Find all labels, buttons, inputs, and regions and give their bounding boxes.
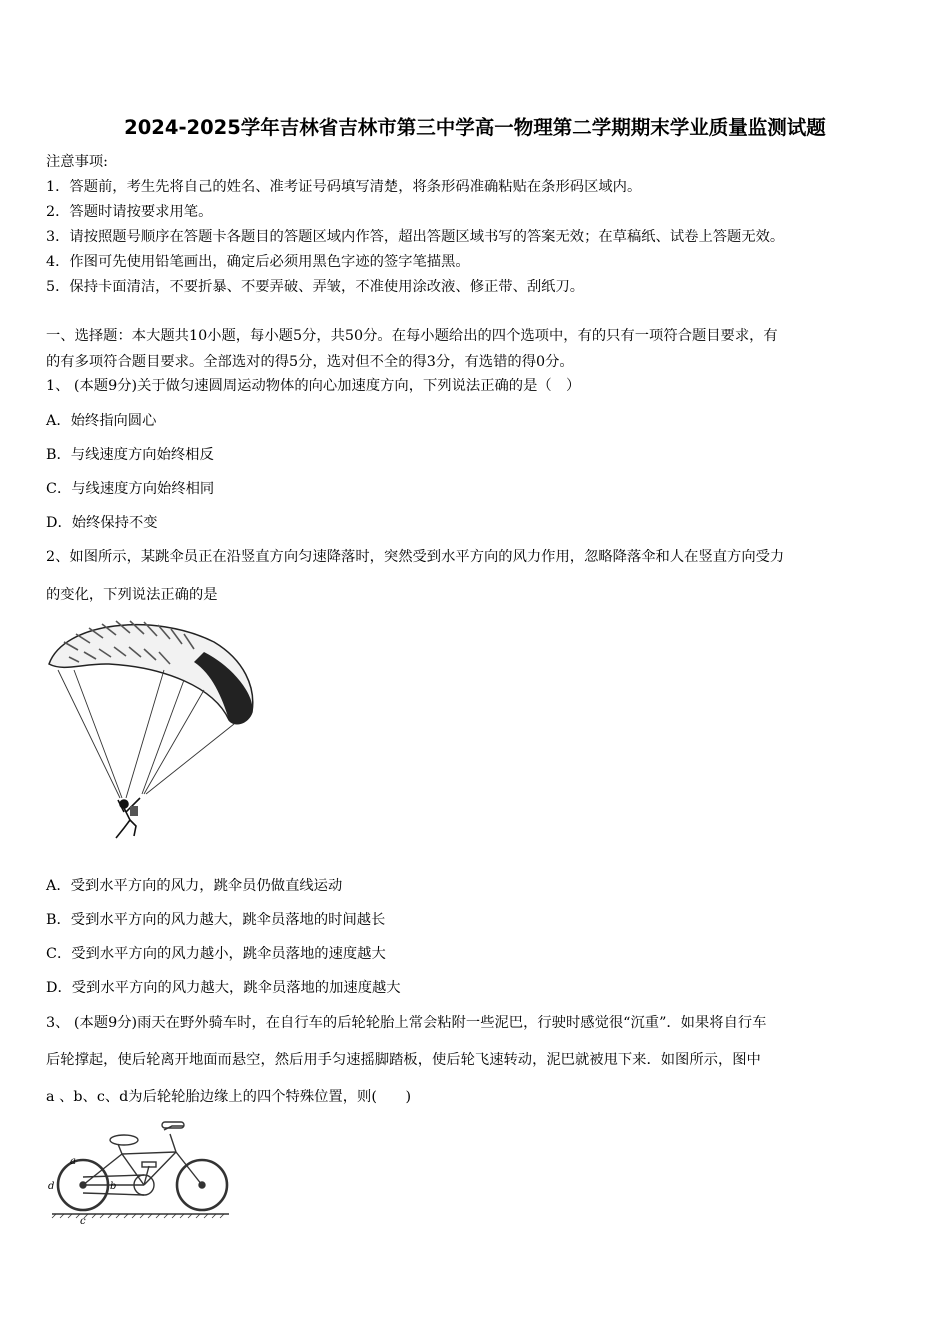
question-2-option-b: B．受到水平方向的风力越大，跳伞员落地的时间越长 (46, 912, 386, 928)
notice-item: 1．答题前，考生先将自己的姓名、准考证号码填写清楚，将条形码准确粘贴在条形码区域内。 (46, 179, 642, 195)
parachute-icon (44, 612, 259, 844)
section-intro: 的有多项符合题目要求。全部选对的得5分，选对但不全的得3分，有选错的得0分。 (46, 354, 574, 370)
question-1-option-a: A．始终指向圆心 (46, 413, 157, 429)
notice-heading: 注意事项: (46, 154, 109, 170)
label-a: a (70, 1156, 76, 1167)
notice-item: 3．请按照题号顺序在答题卡各题目的答题区域内作答，超出答题区域书写的答案无效；在草稿纸、试卷上答题无效。 (46, 229, 785, 245)
label-c: c (80, 1216, 86, 1227)
section-intro: 一、选择题：本大题共10小题，每小题5分，共50分。在每小题给出的四个选项中，有的只有一项符合题目要求，有 (46, 328, 778, 344)
notice-item: 5．保持卡面清洁，不要折暴、不要弄破、弄皱，不准使用涂改液、修正带、刮纸刀。 (46, 279, 585, 295)
notice-item: 4．作图可先使用铅笔画出，确定后必须用黑色字迹的签字笔描黑。 (46, 254, 470, 270)
question-3-stem: a 、b、c、d为后轮轮胎边缘上的四个特殊位置，则( ) (46, 1089, 412, 1105)
question-1-option-b: B．与线速度方向始终相反 (46, 447, 214, 463)
question-3-stem: 3、 (本题9分)雨天在野外骑车时，在自行车的后轮轮胎上常会粘附一些泥巴，行驶时感觉很“沉重”．如果将自行车 (46, 1015, 767, 1031)
question-3-stem: 后轮撑起，使后轮离开地面而悬空，然后用手匀速摇脚踏板，使后轮飞速转动，泥巴就被甩下来．如图所示，图中 (46, 1052, 761, 1068)
bicycle-icon (44, 1118, 234, 1228)
question-2-option-d: D．受到水平方向的风力越大，跳伞员落地的加速度越大 (46, 980, 401, 996)
question-2-option-a: A．受到水平方向的风力，跳伞员仍做直线运动 (46, 878, 343, 894)
label-d: d (48, 1181, 55, 1192)
question-1-stem: 1、 (本题9分)关于做匀速圆周运动物体的向心加速度方向，下列说法正确的是（ ） (46, 378, 581, 394)
label-b: b (110, 1181, 117, 1192)
question-1-option-c: C．与线速度方向始终相同 (46, 481, 215, 497)
page-title: 2024-2025学年吉林省吉林市第三中学高一物理第二学期期末学业质量监测试题 (124, 116, 826, 139)
question-2-stem: 的变化，下列说法正确的是 (46, 587, 218, 603)
question-2-stem: 2、如图所示，某跳伞员正在沿竖直方向匀速降落时，突然受到水平方向的风力作用，忽略降落伞和人在竖直方向受力 (46, 549, 785, 565)
question-1-option-d: D．始终保持不变 (46, 515, 158, 531)
notice-item: 2．答题时请按要求用笔。 (46, 204, 213, 220)
question-2-option-c: C．受到水平方向的风力越小，跳伞员落地的速度越大 (46, 946, 386, 962)
